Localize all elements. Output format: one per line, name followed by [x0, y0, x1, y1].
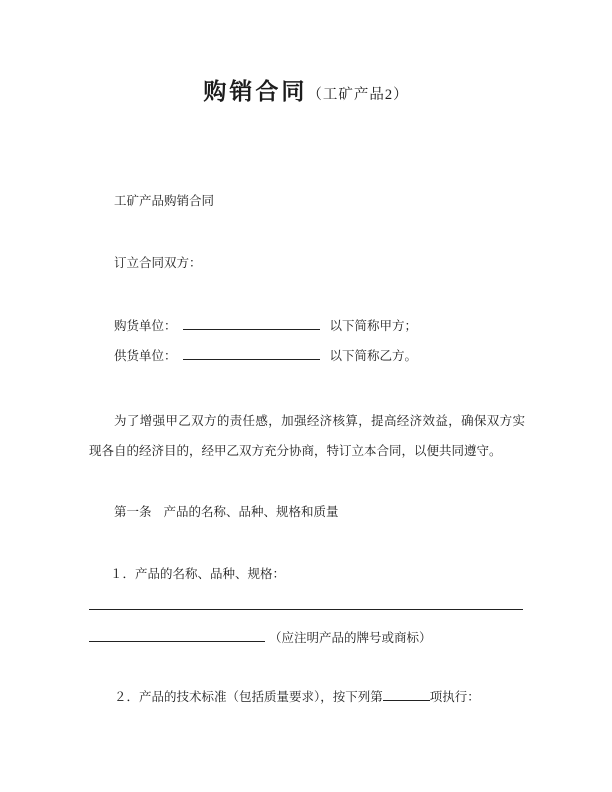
seller-suffix: 以下简称乙方。: [329, 349, 418, 363]
doc-subtitle: 工矿产品购销合同: [114, 194, 215, 208]
preamble-paragraph: 为了增强甲乙双方的责任感，加强经济核算，提高经济效益，确保双方实现各自的经济目的，经甲乙双方充分协商，特订立本合同，以便共同遵守。: [89, 414, 525, 458]
seller-label: 供货单位：: [114, 349, 177, 363]
article1-heading: [114, 504, 339, 520]
seller-line: [114, 346, 417, 364]
buyer-label: 购货单位：: [114, 319, 177, 333]
brand-note-line: [89, 628, 432, 646]
item1-line: １．产品的名称、品种、规格：: [110, 567, 286, 581]
parties-intro: 订立合同双方：: [114, 256, 202, 270]
buyer-name-blank: [183, 316, 320, 330]
buyer-line: [114, 316, 417, 334]
item2-prefix: ２．产品的技术标准（包括质量要求），按下列第: [114, 690, 383, 704]
article1-title: 产品的名称、品种、规格和质量: [163, 505, 339, 519]
page-title-sub: （工矿产品2）: [307, 87, 409, 103]
brand-fill-blank: [89, 628, 265, 642]
page-title: [0, 73, 612, 106]
buyer-suffix: 以下简称甲方；: [329, 319, 418, 333]
seller-name-blank: [183, 346, 320, 360]
item2-choice-blank: [383, 687, 430, 701]
brand-note-text: （应注明产品的牌号或商标）: [269, 631, 432, 645]
article1-number: 第一条: [114, 505, 152, 519]
item2-suffix: 项执行：: [429, 690, 480, 704]
product-spec-fill-line: [89, 601, 523, 610]
item2-line: [114, 687, 480, 705]
page-title-main: 购销合同: [203, 79, 308, 104]
